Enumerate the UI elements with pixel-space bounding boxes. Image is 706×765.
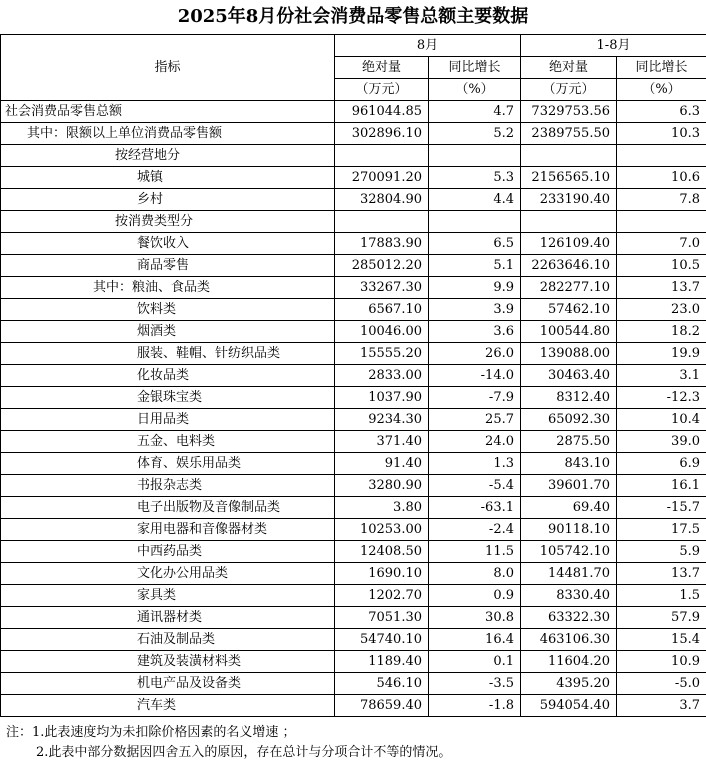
ytd-abs-value: 65092.30 bbox=[521, 409, 617, 431]
aug-abs-value bbox=[335, 211, 429, 233]
aug-abs-value: 3.80 bbox=[335, 497, 429, 519]
ytd-abs-unit: （万元） bbox=[521, 79, 617, 101]
ytd-abs-value: 2263646.10 bbox=[521, 255, 617, 277]
ytd-abs-value: 7329753.56 bbox=[521, 101, 617, 123]
aug-yoy-value: 1.3 bbox=[429, 453, 521, 475]
row-label: 饮料类 bbox=[1, 299, 335, 321]
ytd-abs-value: 2389755.50 bbox=[521, 123, 617, 145]
aug-abs-value: 2833.00 bbox=[335, 365, 429, 387]
aug-yoy-value bbox=[429, 211, 521, 233]
table-row bbox=[1, 321, 706, 343]
table-row bbox=[1, 145, 706, 167]
table-row bbox=[1, 387, 706, 409]
ytd-abs-value: 2156565.10 bbox=[521, 167, 617, 189]
row-label: 其中：限额以上单位消费品零售额 bbox=[1, 123, 335, 145]
aug-yoy-value: -3.5 bbox=[429, 673, 521, 695]
table-row bbox=[1, 299, 706, 321]
table-row bbox=[1, 607, 706, 629]
aug-abs-value: 10253.00 bbox=[335, 519, 429, 541]
aug-abs-value: 15555.20 bbox=[335, 343, 429, 365]
ytd-yoy-value: -5.0 bbox=[617, 673, 706, 695]
aug-yoy-value: -2.4 bbox=[429, 519, 521, 541]
ytd-abs-value bbox=[521, 145, 617, 167]
footnote-1: 注：1.此表速度均为未扣除价格因素的名义增速 ； bbox=[6, 725, 296, 740]
table-row bbox=[1, 255, 706, 277]
ytd-yoy-value: 3.7 bbox=[617, 695, 706, 717]
row-label: 日用品类 bbox=[1, 409, 335, 431]
ytd-abs-value: 105742.10 bbox=[521, 541, 617, 563]
ytd-abs-header: 绝对量 bbox=[521, 57, 617, 79]
ytd-abs-value: 11604.20 bbox=[521, 651, 617, 673]
ytd-abs-value: 139088.00 bbox=[521, 343, 617, 365]
ytd-yoy-value: 1.5 bbox=[617, 585, 706, 607]
ytd-yoy-value: 7.0 bbox=[617, 233, 706, 255]
ytd-abs-value: 8330.40 bbox=[521, 585, 617, 607]
table-body bbox=[1, 101, 706, 717]
aug-yoy-value: 5.3 bbox=[429, 167, 521, 189]
page-title: 2025年8月份社会消费品零售总额主要数据 bbox=[177, 6, 529, 27]
table-row bbox=[1, 629, 706, 651]
aug-abs-value: 961044.85 bbox=[335, 101, 429, 123]
table-row bbox=[1, 365, 706, 387]
ytd-abs-value: 282277.10 bbox=[521, 277, 617, 299]
row-label: 家用电器和音像器材类 bbox=[1, 519, 335, 541]
table-row bbox=[1, 519, 706, 541]
aug-yoy-value: 5.2 bbox=[429, 123, 521, 145]
ytd-abs-value: 90118.10 bbox=[521, 519, 617, 541]
aug-abs-value: 12408.50 bbox=[335, 541, 429, 563]
aug-abs-value: 270091.20 bbox=[335, 167, 429, 189]
row-label: 社会消费品零售总额 bbox=[1, 101, 335, 123]
table-row bbox=[1, 475, 706, 497]
aug-abs-header: 绝对量 bbox=[335, 57, 429, 79]
aug-abs-value: 546.10 bbox=[335, 673, 429, 695]
table-row bbox=[1, 541, 706, 563]
aug-abs-value: 17883.90 bbox=[335, 233, 429, 255]
aug-yoy-value: 6.5 bbox=[429, 233, 521, 255]
table-row bbox=[1, 167, 706, 189]
ytd-yoy-value bbox=[617, 145, 706, 167]
table-row bbox=[1, 233, 706, 255]
aug-abs-value: 1189.40 bbox=[335, 651, 429, 673]
ytd-abs-value: 8312.40 bbox=[521, 387, 617, 409]
aug-abs-unit: （万元） bbox=[335, 79, 429, 101]
ytd-yoy-value: 23.0 bbox=[617, 299, 706, 321]
ytd-yoy-value: 10.3 bbox=[617, 123, 706, 145]
row-label: 服装、鞋帽、针纺织品类 bbox=[1, 343, 335, 365]
ytd-abs-value: 4395.20 bbox=[521, 673, 617, 695]
row-label: 商品零售 bbox=[1, 255, 335, 277]
ytd-abs-value bbox=[521, 211, 617, 233]
row-label: 电子出版物及音像制品类 bbox=[1, 497, 335, 519]
table-row bbox=[1, 563, 706, 585]
aug-yoy-value: 3.6 bbox=[429, 321, 521, 343]
aug-yoy-value: -7.9 bbox=[429, 387, 521, 409]
ytd-yoy-value: 6.3 bbox=[617, 101, 706, 123]
table-row bbox=[1, 695, 706, 717]
aug-yoy-value: 4.7 bbox=[429, 101, 521, 123]
row-label: 家具类 bbox=[1, 585, 335, 607]
aug-abs-value bbox=[335, 145, 429, 167]
aug-yoy-unit: （%） bbox=[429, 79, 521, 101]
ytd-abs-value: 100544.80 bbox=[521, 321, 617, 343]
ytd-abs-value: 30463.40 bbox=[521, 365, 617, 387]
aug-yoy-value: 16.4 bbox=[429, 629, 521, 651]
ytd-yoy-value: 15.4 bbox=[617, 629, 706, 651]
row-label: 乡村 bbox=[1, 189, 335, 211]
ytd-yoy-unit: （%） bbox=[617, 79, 706, 101]
ytd-abs-value: 233190.40 bbox=[521, 189, 617, 211]
aug-abs-value: 10046.00 bbox=[335, 321, 429, 343]
aug-yoy-value: -63.1 bbox=[429, 497, 521, 519]
aug-abs-value: 7051.30 bbox=[335, 607, 429, 629]
row-label: 按消费类型分 bbox=[1, 211, 335, 233]
row-label: 体育、娱乐用品类 bbox=[1, 453, 335, 475]
aug-abs-value: 91.40 bbox=[335, 453, 429, 475]
row-label: 文化办公用品类 bbox=[1, 563, 335, 585]
aug-abs-value: 1037.90 bbox=[335, 387, 429, 409]
row-label: 石油及制品类 bbox=[1, 629, 335, 651]
ytd-abs-value: 69.40 bbox=[521, 497, 617, 519]
aug-yoy-header: 同比增长 bbox=[429, 57, 521, 79]
aug-yoy-value: 0.9 bbox=[429, 585, 521, 607]
ytd-abs-value: 843.10 bbox=[521, 453, 617, 475]
ytd-abs-value: 463106.30 bbox=[521, 629, 617, 651]
ytd-yoy-value: 10.5 bbox=[617, 255, 706, 277]
ytd-yoy-value: 10.6 bbox=[617, 167, 706, 189]
ytd-yoy-value: 6.9 bbox=[617, 453, 706, 475]
aug-abs-value: 6567.10 bbox=[335, 299, 429, 321]
aug-abs-value: 285012.20 bbox=[335, 255, 429, 277]
row-label: 中西药品类 bbox=[1, 541, 335, 563]
table-row bbox=[1, 453, 706, 475]
aug-yoy-value: -1.8 bbox=[429, 695, 521, 717]
ytd-yoy-value: 10.4 bbox=[617, 409, 706, 431]
row-label: 机电产品及设备类 bbox=[1, 673, 335, 695]
table-row bbox=[1, 651, 706, 673]
aug-yoy-value: 26.0 bbox=[429, 343, 521, 365]
row-label: 烟酒类 bbox=[1, 321, 335, 343]
table-row bbox=[1, 211, 706, 233]
footnote-2: 2.此表中部分数据因四舍五入的原因，存在总计与分项合计不等的情况。 bbox=[36, 745, 452, 760]
aug-abs-value: 1690.10 bbox=[335, 563, 429, 585]
table-row bbox=[1, 101, 706, 123]
row-label: 餐饮收入 bbox=[1, 233, 335, 255]
aug-yoy-value: 0.1 bbox=[429, 651, 521, 673]
ytd-abs-value: 126109.40 bbox=[521, 233, 617, 255]
aug-abs-value: 9234.30 bbox=[335, 409, 429, 431]
aug-yoy-value bbox=[429, 145, 521, 167]
row-label: 通讯器材类 bbox=[1, 607, 335, 629]
row-label: 建筑及装潢材料类 bbox=[1, 651, 335, 673]
ytd-abs-value: 63322.30 bbox=[521, 607, 617, 629]
table-row bbox=[1, 409, 706, 431]
indicator-header: 指标 bbox=[1, 35, 335, 101]
aug-yoy-value: 30.8 bbox=[429, 607, 521, 629]
row-label: 书报杂志类 bbox=[1, 475, 335, 497]
aug-abs-value: 54740.10 bbox=[335, 629, 429, 651]
period-aug-header: 8月 bbox=[335, 35, 521, 57]
ytd-abs-value: 39601.70 bbox=[521, 475, 617, 497]
row-label: 化妆品类 bbox=[1, 365, 335, 387]
aug-abs-value: 302896.10 bbox=[335, 123, 429, 145]
ytd-yoy-value: 17.5 bbox=[617, 519, 706, 541]
ytd-abs-value: 594054.40 bbox=[521, 695, 617, 717]
ytd-yoy-value: 13.7 bbox=[617, 277, 706, 299]
row-label: 五金、电料类 bbox=[1, 431, 335, 453]
table-row bbox=[1, 673, 706, 695]
ytd-abs-value: 2875.50 bbox=[521, 431, 617, 453]
aug-abs-value: 78659.40 bbox=[335, 695, 429, 717]
table-row bbox=[1, 431, 706, 453]
ytd-yoy-value: -12.3 bbox=[617, 387, 706, 409]
table-row bbox=[1, 277, 706, 299]
ytd-yoy-value bbox=[617, 211, 706, 233]
ytd-abs-value: 14481.70 bbox=[521, 563, 617, 585]
period-ytd-header: 1-8月 bbox=[521, 35, 706, 57]
footnotes bbox=[0, 717, 706, 763]
aug-yoy-value: 11.5 bbox=[429, 541, 521, 563]
ytd-yoy-value: 10.9 bbox=[617, 651, 706, 673]
row-label: 城镇 bbox=[1, 167, 335, 189]
table-row bbox=[1, 189, 706, 211]
ytd-yoy-value: 18.2 bbox=[617, 321, 706, 343]
ytd-yoy-header: 同比增长 bbox=[617, 57, 706, 79]
ytd-yoy-value: -15.7 bbox=[617, 497, 706, 519]
table-header bbox=[1, 35, 706, 101]
ytd-yoy-value: 19.9 bbox=[617, 343, 706, 365]
ytd-yoy-value: 39.0 bbox=[617, 431, 706, 453]
aug-yoy-value: 9.9 bbox=[429, 277, 521, 299]
aug-yoy-value: 24.0 bbox=[429, 431, 521, 453]
ytd-yoy-value: 3.1 bbox=[617, 365, 706, 387]
table-row bbox=[1, 585, 706, 607]
table-row bbox=[1, 343, 706, 365]
aug-abs-value: 3280.90 bbox=[335, 475, 429, 497]
row-label: 其中：粮油、食品类 bbox=[1, 277, 335, 299]
row-label: 金银珠宝类 bbox=[1, 387, 335, 409]
ytd-abs-value: 57462.10 bbox=[521, 299, 617, 321]
aug-yoy-value: 8.0 bbox=[429, 563, 521, 585]
table-row bbox=[1, 123, 706, 145]
ytd-yoy-value: 16.1 bbox=[617, 475, 706, 497]
aug-abs-value: 32804.90 bbox=[335, 189, 429, 211]
ytd-yoy-value: 57.9 bbox=[617, 607, 706, 629]
aug-yoy-value: 3.9 bbox=[429, 299, 521, 321]
row-label: 汽车类 bbox=[1, 695, 335, 717]
aug-abs-value: 33267.30 bbox=[335, 277, 429, 299]
aug-yoy-value: 4.4 bbox=[429, 189, 521, 211]
table-row bbox=[1, 497, 706, 519]
retail-sales-table bbox=[0, 34, 706, 717]
ytd-yoy-value: 7.8 bbox=[617, 189, 706, 211]
aug-abs-value: 1202.70 bbox=[335, 585, 429, 607]
aug-yoy-value: -14.0 bbox=[429, 365, 521, 387]
ytd-yoy-value: 13.7 bbox=[617, 563, 706, 585]
ytd-yoy-value: 5.9 bbox=[617, 541, 706, 563]
aug-yoy-value: -5.4 bbox=[429, 475, 521, 497]
aug-abs-value: 371.40 bbox=[335, 431, 429, 453]
aug-yoy-value: 25.7 bbox=[429, 409, 521, 431]
aug-yoy-value: 5.1 bbox=[429, 255, 521, 277]
row-label: 按经营地分 bbox=[1, 145, 335, 167]
